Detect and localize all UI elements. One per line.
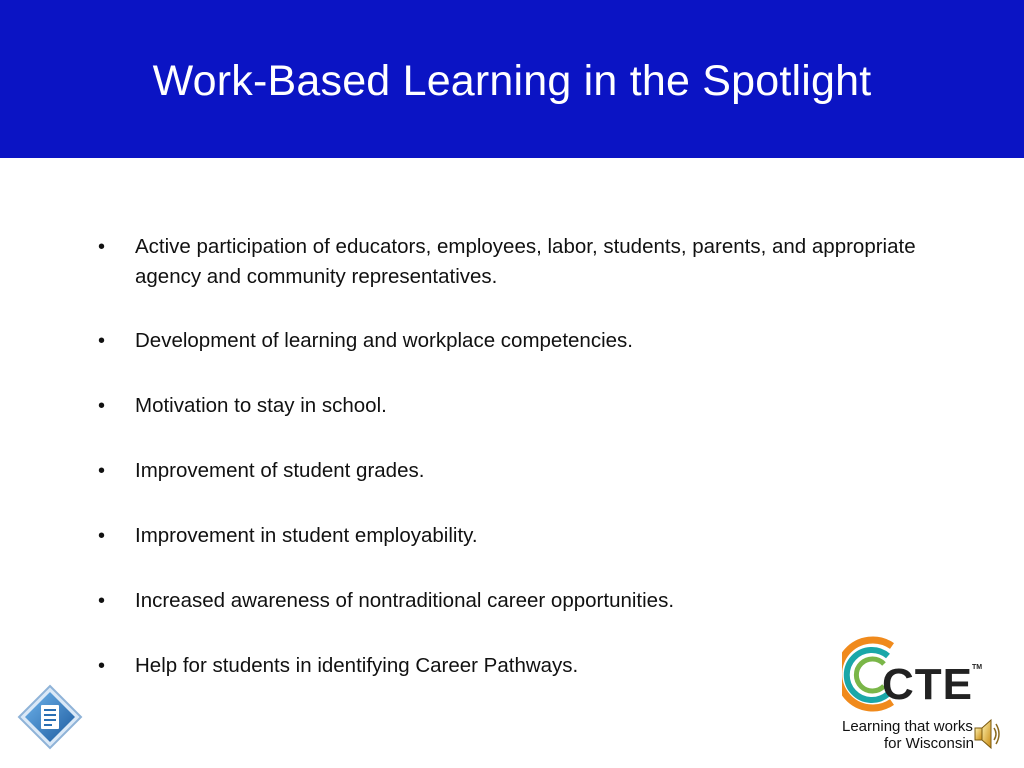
speaker-icon (974, 716, 1000, 752)
bullet-text: Help for students in identifying Career Pathways. (135, 654, 579, 677)
bullet-item (98, 391, 978, 421)
bullet-text: Motivation to stay in school. (135, 394, 387, 417)
bullet-item (98, 456, 978, 486)
audio-button[interactable] (974, 716, 1000, 752)
bullet-dot-icon (98, 521, 118, 551)
bullet-item (98, 586, 978, 616)
logo-brand: CTE (882, 660, 973, 709)
bullet-text: Development of learning and workplace competencies. (135, 329, 633, 352)
bullet-text: Improvement of student grades. (135, 459, 425, 482)
bullet-dot-icon (98, 586, 118, 616)
bullet-item (98, 232, 978, 292)
bullet-dot-icon (98, 232, 118, 262)
bullet-text: Increased awareness of nontraditional career opportunities. (135, 589, 675, 612)
bullet-dot-icon (98, 456, 118, 486)
document-button[interactable] (17, 684, 83, 750)
bullet-dot-icon (98, 326, 118, 356)
bullet-item (98, 521, 978, 551)
bullet-text: Active participation of educators, employees, labor, students, parents, and appropriate agency and community representatives. (135, 235, 916, 288)
bullet-dot-icon (98, 391, 118, 421)
title-bar (0, 0, 1024, 158)
bullet-item (98, 326, 978, 356)
logo-tagline-line1: Learning that works (842, 718, 973, 735)
logo-trademark: TM (972, 664, 983, 671)
logo-tagline-line2: for Wisconsin (884, 735, 975, 752)
document-icon (17, 684, 83, 750)
bullet-text: Improvement in student employability. (135, 524, 478, 547)
slide-title: Work-Based Learning in the Spotlight (152, 57, 872, 105)
bullet-dot-icon (98, 651, 118, 681)
